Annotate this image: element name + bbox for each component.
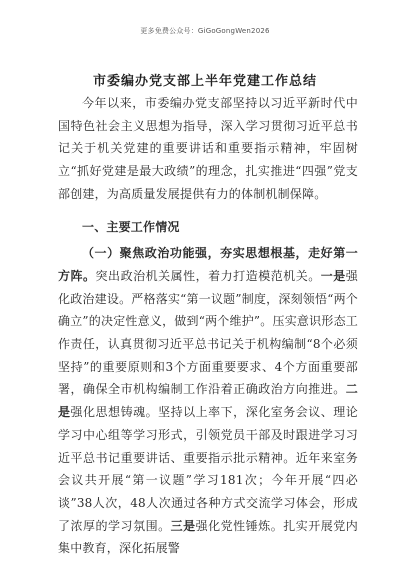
document-body xyxy=(58,92,358,560)
document-title: 市委编办党支部上半年党建工作总结 xyxy=(92,74,317,89)
point-marker-3: 三是 xyxy=(170,518,196,533)
paragraph-text: 突出政治机关属性，着力打造模范机关。 xyxy=(95,268,321,283)
intro-paragraph: 今年以来，市委编办党支部坚持以习近平新时代中国特色社会主义思想为指导，深入学习贯彻习近平总书记关于机关党建的重要讲话和重要指示精神，牢固树立“抓好党建是最大政绩”的理念，扎实推进“四强”党支部创建，为高质量发展提供有力的体制机制保障。 xyxy=(58,96,358,201)
paragraph-text: 强化党性锤炼。扎实开展党内集中教育，深化拓展警 xyxy=(58,518,358,556)
section-heading: 一、主要工作情况 xyxy=(82,219,180,234)
point-marker-1: 一是 xyxy=(320,268,346,283)
point-marker-2: 二是 xyxy=(58,382,358,420)
paragraph-text: 强化政治建设。严格落实“第一议题”制度，深刻领悟“两个确立”的决定性意义，做到“两个维护”。压实意识形态工作责任，认真贯彻习近平总书记关于机构编制“8个必须坚持”的重要原则和3个方面重要要求、4个方面重要部署，确保全市机构编制工作沿着正确政治方向推进。 xyxy=(58,268,358,397)
watermark-text: 更多免费公众号：GiGoGongWen2026 xyxy=(140,27,270,35)
subsection-paragraph xyxy=(58,242,358,560)
paragraph-text: 强化思想铸魂。坚持以上率下，深化室务会议、理论学习中心组等学习形式，引领党员干部及时跟进学习习近平总书记重要讲话、重要指示批示精神。近年来室务会议共开展“第一议题”学习181次；今年开展“四必谈”38人次，48人次通过各种方式交流学习体会，形成了浓厚的学习氛围。 xyxy=(58,405,358,533)
subsection-heading: （一）聚焦政治功能强，夯实思想根基，走好第一方阵。 xyxy=(58,246,358,283)
